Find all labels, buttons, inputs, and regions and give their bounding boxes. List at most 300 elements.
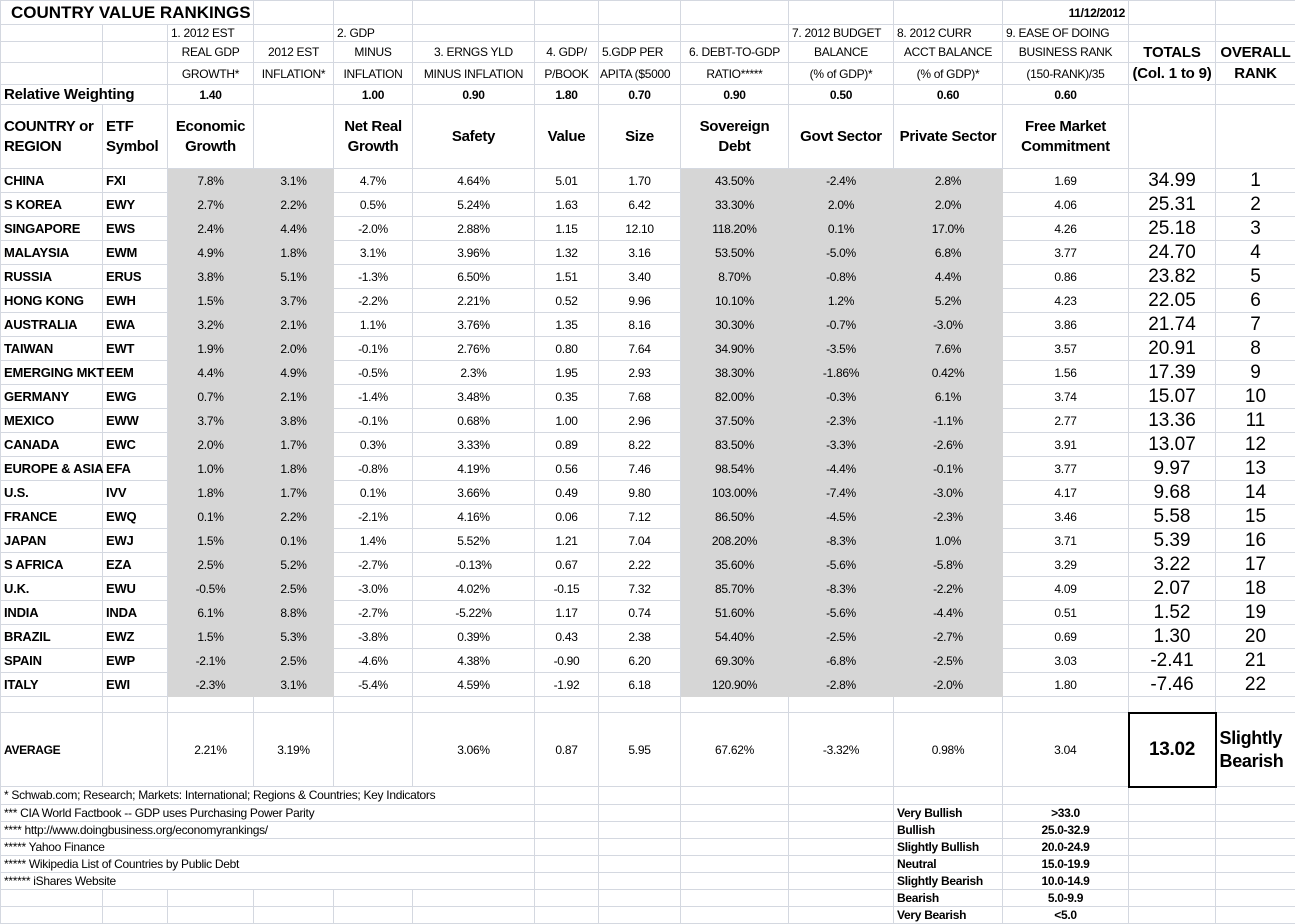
value-cell[interactable]: -4.6% (334, 649, 413, 673)
value-cell[interactable]: 7.32 (599, 577, 681, 601)
value-cell[interactable]: 6.8% (894, 241, 1003, 265)
value-cell[interactable]: 34.90% (681, 337, 789, 361)
value-cell[interactable]: 33.30% (681, 193, 789, 217)
value-cell[interactable]: 7.68 (599, 385, 681, 409)
cell[interactable] (254, 906, 334, 923)
value-cell[interactable]: 0.1% (334, 481, 413, 505)
cell[interactable] (1216, 889, 1295, 906)
cell[interactable] (681, 804, 789, 821)
value-cell[interactable]: 3.16 (599, 241, 681, 265)
weight-c[interactable]: 1.40 (168, 85, 254, 105)
footnote[interactable]: ***** Yahoo Finance (1, 838, 535, 855)
overall-rank[interactable]: 17 (1216, 553, 1295, 577)
value-cell[interactable]: 35.60% (681, 553, 789, 577)
cell[interactable] (1216, 85, 1295, 105)
weight-i[interactable]: 0.90 (681, 85, 789, 105)
value-cell[interactable]: 1.21 (535, 529, 599, 553)
overall-rank[interactable]: 4 (1216, 241, 1295, 265)
value-cell[interactable]: 3.1% (254, 673, 334, 697)
cell[interactable] (535, 855, 599, 872)
cell[interactable] (894, 787, 1003, 805)
value-cell[interactable]: 6.20 (599, 649, 681, 673)
value-cell[interactable]: 85.70% (681, 577, 789, 601)
average-i[interactable]: 67.62% (681, 713, 789, 787)
value-cell[interactable]: -2.7% (334, 601, 413, 625)
cell[interactable] (789, 1, 894, 25)
value-cell[interactable]: -2.1% (168, 649, 254, 673)
legend-range[interactable]: 25.0-32.9 (1003, 821, 1129, 838)
value-cell[interactable]: -2.3% (894, 505, 1003, 529)
legend-label[interactable]: Very Bearish (894, 906, 1003, 923)
country-name[interactable]: AUSTRALIA (1, 313, 103, 337)
value-cell[interactable]: -0.15 (535, 577, 599, 601)
average-h[interactable]: 5.95 (599, 713, 681, 787)
value-cell[interactable]: -2.7% (894, 625, 1003, 649)
cell[interactable] (1129, 787, 1216, 805)
value-cell[interactable]: 3.86 (1003, 313, 1129, 337)
value-cell[interactable]: -0.7% (789, 313, 894, 337)
value-cell[interactable]: 1.0% (168, 457, 254, 481)
cell[interactable] (599, 838, 681, 855)
value-cell[interactable]: 2.4% (168, 217, 254, 241)
value-cell[interactable]: 0.35 (535, 385, 599, 409)
country-name[interactable]: U.K. (1, 577, 103, 601)
cell[interactable] (1129, 889, 1216, 906)
value-cell[interactable]: 6.1% (894, 385, 1003, 409)
value-cell[interactable]: 2.3% (413, 361, 535, 385)
value-cell[interactable]: 6.1% (168, 601, 254, 625)
average-l[interactable]: 3.04 (1003, 713, 1129, 787)
value-cell[interactable]: -1.1% (894, 409, 1003, 433)
value-cell[interactable]: 118.20% (681, 217, 789, 241)
value-cell[interactable]: -2.0% (894, 673, 1003, 697)
value-cell[interactable]: 0.52 (535, 289, 599, 313)
value-cell[interactable]: 8.22 (599, 433, 681, 457)
value-cell[interactable]: -2.1% (334, 505, 413, 529)
etf-symbol[interactable]: FXI (103, 169, 168, 193)
value-cell[interactable]: 1.70 (599, 169, 681, 193)
etf-symbol[interactable]: EZA (103, 553, 168, 577)
overall-rank[interactable]: 10 (1216, 385, 1295, 409)
country-name[interactable]: CANADA (1, 433, 103, 457)
cell[interactable] (599, 787, 681, 805)
value-cell[interactable]: 2.22 (599, 553, 681, 577)
cell[interactable] (535, 25, 599, 42)
value-cell[interactable]: 120.90% (681, 673, 789, 697)
etf-symbol[interactable]: EWG (103, 385, 168, 409)
sheet-title[interactable]: COUNTRY VALUE RANKINGS (1, 1, 254, 25)
value-cell[interactable]: -3.8% (334, 625, 413, 649)
cell[interactable] (535, 838, 599, 855)
cell[interactable] (1216, 697, 1295, 713)
total-score[interactable]: 23.82 (1129, 265, 1216, 289)
value-cell[interactable]: 1.00 (535, 409, 599, 433)
value-cell[interactable]: 3.74 (1003, 385, 1129, 409)
country-name[interactable]: TAIWAN (1, 337, 103, 361)
value-cell[interactable]: -4.4% (789, 457, 894, 481)
legend-label[interactable]: Bearish (894, 889, 1003, 906)
value-cell[interactable]: 3.8% (168, 265, 254, 289)
country-name[interactable]: SINGAPORE (1, 217, 103, 241)
etf-symbol[interactable]: EWZ (103, 625, 168, 649)
cell[interactable] (681, 787, 789, 805)
value-cell[interactable]: 0.5% (334, 193, 413, 217)
category-govt-sector[interactable]: Govt Sector (789, 105, 894, 169)
etf-symbol[interactable]: EEM (103, 361, 168, 385)
value-cell[interactable]: -1.4% (334, 385, 413, 409)
overall-rank[interactable]: 2 (1216, 193, 1295, 217)
value-cell[interactable]: 3.96% (413, 241, 535, 265)
value-cell[interactable]: -3.0% (894, 481, 1003, 505)
cell[interactable] (1216, 787, 1295, 805)
value-cell[interactable]: 4.38% (413, 649, 535, 673)
value-cell[interactable]: -0.1% (334, 337, 413, 361)
country-name[interactable]: INDIA (1, 601, 103, 625)
header-j4[interactable]: (% of GDP)* (789, 63, 894, 85)
cell[interactable] (789, 906, 894, 923)
country-name[interactable]: HONG KONG (1, 289, 103, 313)
value-cell[interactable]: 3.77 (1003, 241, 1129, 265)
value-cell[interactable]: 1.0% (894, 529, 1003, 553)
value-cell[interactable]: 2.5% (168, 553, 254, 577)
legend-range[interactable]: 10.0-14.9 (1003, 872, 1129, 889)
value-cell[interactable]: -2.2% (334, 289, 413, 313)
header-l2[interactable]: 9. EASE OF DOING (1003, 25, 1129, 42)
value-cell[interactable]: 2.77 (1003, 409, 1129, 433)
value-cell[interactable]: 4.16% (413, 505, 535, 529)
value-cell[interactable]: -1.3% (334, 265, 413, 289)
value-cell[interactable]: 1.80 (1003, 673, 1129, 697)
value-cell[interactable]: 86.50% (681, 505, 789, 529)
cell[interactable] (535, 804, 599, 821)
category-safety[interactable]: Safety (413, 105, 535, 169)
cell[interactable] (681, 838, 789, 855)
value-cell[interactable]: 6.50% (413, 265, 535, 289)
value-cell[interactable]: 0.42% (894, 361, 1003, 385)
cell[interactable] (789, 889, 894, 906)
cell[interactable] (535, 1, 599, 25)
cell[interactable] (103, 713, 168, 787)
cell[interactable] (1216, 821, 1295, 838)
value-cell[interactable]: 2.8% (894, 169, 1003, 193)
overall-rank[interactable]: 8 (1216, 337, 1295, 361)
etf-symbol[interactable]: EWY (103, 193, 168, 217)
footnote[interactable]: *** CIA World Factbook -- GDP uses Purchasing Power Parity (1, 804, 535, 821)
overall-rank[interactable]: 18 (1216, 577, 1295, 601)
value-cell[interactable]: 9.80 (599, 481, 681, 505)
value-cell[interactable]: 4.4% (254, 217, 334, 241)
value-cell[interactable]: 1.4% (334, 529, 413, 553)
value-cell[interactable]: 4.7% (334, 169, 413, 193)
value-cell[interactable]: -0.3% (789, 385, 894, 409)
header-h3[interactable]: 5.GDP PER (599, 42, 681, 63)
cell[interactable] (1129, 25, 1216, 42)
cell[interactable] (1216, 855, 1295, 872)
footnote[interactable]: * Schwab.com; Research; Markets: International; Regions & Countries; Key Indicators (1, 787, 535, 805)
cell[interactable] (1216, 25, 1295, 42)
value-cell[interactable]: 0.74 (599, 601, 681, 625)
value-cell[interactable]: -4.5% (789, 505, 894, 529)
legend-range[interactable]: 15.0-19.9 (1003, 855, 1129, 872)
cell[interactable] (1129, 697, 1216, 713)
cell[interactable] (599, 872, 681, 889)
legend-label[interactable]: Neutral (894, 855, 1003, 872)
cell[interactable] (334, 697, 413, 713)
cell[interactable] (334, 906, 413, 923)
value-cell[interactable]: 1.8% (254, 457, 334, 481)
header-totals[interactable]: TOTALS (1129, 42, 1216, 63)
value-cell[interactable]: 0.67 (535, 553, 599, 577)
cell[interactable] (103, 906, 168, 923)
value-cell[interactable]: 4.02% (413, 577, 535, 601)
average-total[interactable]: 13.02 (1129, 713, 1216, 787)
value-cell[interactable]: 5.52% (413, 529, 535, 553)
cell[interactable] (599, 697, 681, 713)
cell[interactable] (1, 63, 103, 85)
value-cell[interactable]: 7.8% (168, 169, 254, 193)
value-cell[interactable]: 0.68% (413, 409, 535, 433)
value-cell[interactable]: 7.6% (894, 337, 1003, 361)
value-cell[interactable]: 0.39% (413, 625, 535, 649)
etf-symbol[interactable]: EWQ (103, 505, 168, 529)
cell[interactable] (1129, 804, 1216, 821)
weight-f[interactable]: 0.90 (413, 85, 535, 105)
value-cell[interactable]: 4.19% (413, 457, 535, 481)
value-cell[interactable]: -5.0% (789, 241, 894, 265)
cell[interactable] (168, 697, 254, 713)
total-score[interactable]: 9.68 (1129, 481, 1216, 505)
cell[interactable] (1216, 105, 1295, 169)
category-country[interactable]: COUNTRY or REGION (1, 105, 103, 169)
category-net-real-growth[interactable]: Net Real Growth (334, 105, 413, 169)
country-name[interactable]: MEXICO (1, 409, 103, 433)
value-cell[interactable]: 5.24% (413, 193, 535, 217)
cell[interactable] (1, 25, 103, 42)
average-label[interactable]: AVERAGE (1, 713, 103, 787)
value-cell[interactable]: -8.3% (789, 529, 894, 553)
value-cell[interactable]: 7.64 (599, 337, 681, 361)
cell[interactable] (535, 872, 599, 889)
value-cell[interactable]: 4.59% (413, 673, 535, 697)
weighting-label[interactable]: Relative Weighting (1, 85, 168, 105)
value-cell[interactable]: -2.5% (789, 625, 894, 649)
header-k2[interactable]: 8. 2012 CURR (894, 25, 1003, 42)
value-cell[interactable]: 4.09 (1003, 577, 1129, 601)
value-cell[interactable]: 2.1% (254, 313, 334, 337)
value-cell[interactable]: 0.3% (334, 433, 413, 457)
overall-rank[interactable]: 9 (1216, 361, 1295, 385)
cell[interactable] (1129, 872, 1216, 889)
value-cell[interactable]: 0.51 (1003, 601, 1129, 625)
overall-rank[interactable]: 1 (1216, 169, 1295, 193)
total-score[interactable]: -7.46 (1129, 673, 1216, 697)
value-cell[interactable]: 1.7% (254, 481, 334, 505)
header-c3[interactable]: REAL GDP (168, 42, 254, 63)
total-score[interactable]: 13.36 (1129, 409, 1216, 433)
total-score[interactable]: 21.74 (1129, 313, 1216, 337)
cell[interactable] (535, 821, 599, 838)
cell[interactable] (103, 889, 168, 906)
value-cell[interactable]: -5.8% (894, 553, 1003, 577)
value-cell[interactable]: -0.8% (334, 457, 413, 481)
total-score[interactable]: 2.07 (1129, 577, 1216, 601)
overall-rank[interactable]: 20 (1216, 625, 1295, 649)
etf-symbol[interactable]: EWT (103, 337, 168, 361)
value-cell[interactable]: 4.4% (168, 361, 254, 385)
legend-label[interactable]: Bullish (894, 821, 1003, 838)
category-etf[interactable]: ETF Symbol (103, 105, 168, 169)
total-score[interactable]: -2.41 (1129, 649, 1216, 673)
value-cell[interactable]: 0.56 (535, 457, 599, 481)
value-cell[interactable]: 1.1% (334, 313, 413, 337)
category-economic-growth[interactable]: Economic Growth (168, 105, 254, 169)
footnote[interactable]: **** http://www.doingbusiness.org/economyrankings/ (1, 821, 535, 838)
cell[interactable] (413, 25, 535, 42)
cell[interactable] (894, 697, 1003, 713)
category-size[interactable]: Size (599, 105, 681, 169)
value-cell[interactable]: 4.9% (254, 361, 334, 385)
cell[interactable] (334, 1, 413, 25)
total-score[interactable]: 9.97 (1129, 457, 1216, 481)
value-cell[interactable]: 1.32 (535, 241, 599, 265)
total-score[interactable]: 25.18 (1129, 217, 1216, 241)
weight-e[interactable]: 1.00 (334, 85, 413, 105)
total-score[interactable]: 3.22 (1129, 553, 1216, 577)
value-cell[interactable]: 3.71 (1003, 529, 1129, 553)
header-g3[interactable]: 4. GDP/ (535, 42, 599, 63)
value-cell[interactable]: 30.30% (681, 313, 789, 337)
header-j2[interactable]: 7. 2012 BUDGET (789, 25, 894, 42)
cell[interactable] (103, 63, 168, 85)
value-cell[interactable]: 2.93 (599, 361, 681, 385)
value-cell[interactable]: 3.66% (413, 481, 535, 505)
value-cell[interactable]: 208.20% (681, 529, 789, 553)
value-cell[interactable]: 6.18 (599, 673, 681, 697)
value-cell[interactable]: 3.40 (599, 265, 681, 289)
cell[interactable] (599, 25, 681, 42)
cell[interactable] (168, 906, 254, 923)
cell[interactable] (681, 855, 789, 872)
cell[interactable] (599, 804, 681, 821)
header-g4[interactable]: P/BOOK (535, 63, 599, 85)
value-cell[interactable]: -2.7% (334, 553, 413, 577)
cell[interactable] (681, 1, 789, 25)
value-cell[interactable]: 5.2% (894, 289, 1003, 313)
cell[interactable] (681, 872, 789, 889)
header-i3[interactable]: 6. DEBT-TO-GDP (681, 42, 789, 63)
value-cell[interactable]: 1.8% (254, 241, 334, 265)
value-cell[interactable]: -0.1% (894, 457, 1003, 481)
value-cell[interactable]: 4.4% (894, 265, 1003, 289)
cell[interactable] (413, 889, 535, 906)
value-cell[interactable]: -2.2% (894, 577, 1003, 601)
value-cell[interactable]: -8.3% (789, 577, 894, 601)
value-cell[interactable]: -4.4% (894, 601, 1003, 625)
cell[interactable] (1216, 1, 1295, 25)
cell[interactable] (103, 42, 168, 63)
cell[interactable] (894, 1, 1003, 25)
overall-rank[interactable]: 21 (1216, 649, 1295, 673)
country-name[interactable]: JAPAN (1, 529, 103, 553)
value-cell[interactable]: -0.1% (334, 409, 413, 433)
value-cell[interactable]: 8.16 (599, 313, 681, 337)
value-cell[interactable]: -1.86% (789, 361, 894, 385)
cell[interactable] (789, 787, 894, 805)
cell[interactable] (1, 906, 103, 923)
country-name[interactable]: U.S. (1, 481, 103, 505)
cell[interactable] (413, 906, 535, 923)
value-cell[interactable]: 12.10 (599, 217, 681, 241)
header-j3[interactable]: BALANCE (789, 42, 894, 63)
header-rank[interactable]: RANK (1216, 63, 1295, 85)
header-c4[interactable]: GROWTH* (168, 63, 254, 85)
value-cell[interactable]: 1.15 (535, 217, 599, 241)
value-cell[interactable]: 1.63 (535, 193, 599, 217)
etf-symbol[interactable]: EWW (103, 409, 168, 433)
value-cell[interactable]: 0.1% (789, 217, 894, 241)
value-cell[interactable]: -5.6% (789, 553, 894, 577)
cell[interactable] (599, 1, 681, 25)
cell[interactable] (1003, 787, 1129, 805)
header-e3[interactable]: MINUS (334, 42, 413, 63)
etf-symbol[interactable]: EWI (103, 673, 168, 697)
overall-rank[interactable]: 5 (1216, 265, 1295, 289)
overall-rank[interactable]: 7 (1216, 313, 1295, 337)
value-cell[interactable]: -2.0% (334, 217, 413, 241)
value-cell[interactable]: 4.17 (1003, 481, 1129, 505)
legend-range[interactable]: >33.0 (1003, 804, 1129, 821)
value-cell[interactable]: 2.38 (599, 625, 681, 649)
value-cell[interactable]: -0.13% (413, 553, 535, 577)
value-cell[interactable]: 7.46 (599, 457, 681, 481)
value-cell[interactable]: -2.4% (789, 169, 894, 193)
country-name[interactable]: SPAIN (1, 649, 103, 673)
country-name[interactable]: CHINA (1, 169, 103, 193)
etf-symbol[interactable]: EWP (103, 649, 168, 673)
value-cell[interactable]: 3.77 (1003, 457, 1129, 481)
value-cell[interactable]: -5.22% (413, 601, 535, 625)
average-g[interactable]: 0.87 (535, 713, 599, 787)
overall-rank[interactable]: 6 (1216, 289, 1295, 313)
value-cell[interactable]: 53.50% (681, 241, 789, 265)
value-cell[interactable]: 17.0% (894, 217, 1003, 241)
value-cell[interactable]: -1.92 (535, 673, 599, 697)
cell[interactable] (535, 889, 599, 906)
sheet-date[interactable]: 11/12/2012 (1003, 1, 1129, 25)
value-cell[interactable]: 51.60% (681, 601, 789, 625)
value-cell[interactable]: 3.76% (413, 313, 535, 337)
header-d3[interactable]: 2012 EST (254, 42, 334, 63)
cell[interactable] (334, 889, 413, 906)
total-score[interactable]: 13.07 (1129, 433, 1216, 457)
cell[interactable] (599, 889, 681, 906)
value-cell[interactable]: 3.91 (1003, 433, 1129, 457)
country-name[interactable]: GERMANY (1, 385, 103, 409)
overall-rank[interactable]: 11 (1216, 409, 1295, 433)
value-cell[interactable]: 4.26 (1003, 217, 1129, 241)
value-cell[interactable]: 0.1% (254, 529, 334, 553)
overall-rank[interactable]: 14 (1216, 481, 1295, 505)
total-score[interactable]: 24.70 (1129, 241, 1216, 265)
header-f4[interactable]: MINUS INFLATION (413, 63, 535, 85)
value-cell[interactable]: 3.7% (254, 289, 334, 313)
average-k[interactable]: 0.98% (894, 713, 1003, 787)
total-score[interactable]: 17.39 (1129, 361, 1216, 385)
category-private-sector[interactable]: Private Sector (894, 105, 1003, 169)
cell[interactable] (681, 906, 789, 923)
cell[interactable] (789, 821, 894, 838)
value-cell[interactable]: 2.2% (254, 505, 334, 529)
